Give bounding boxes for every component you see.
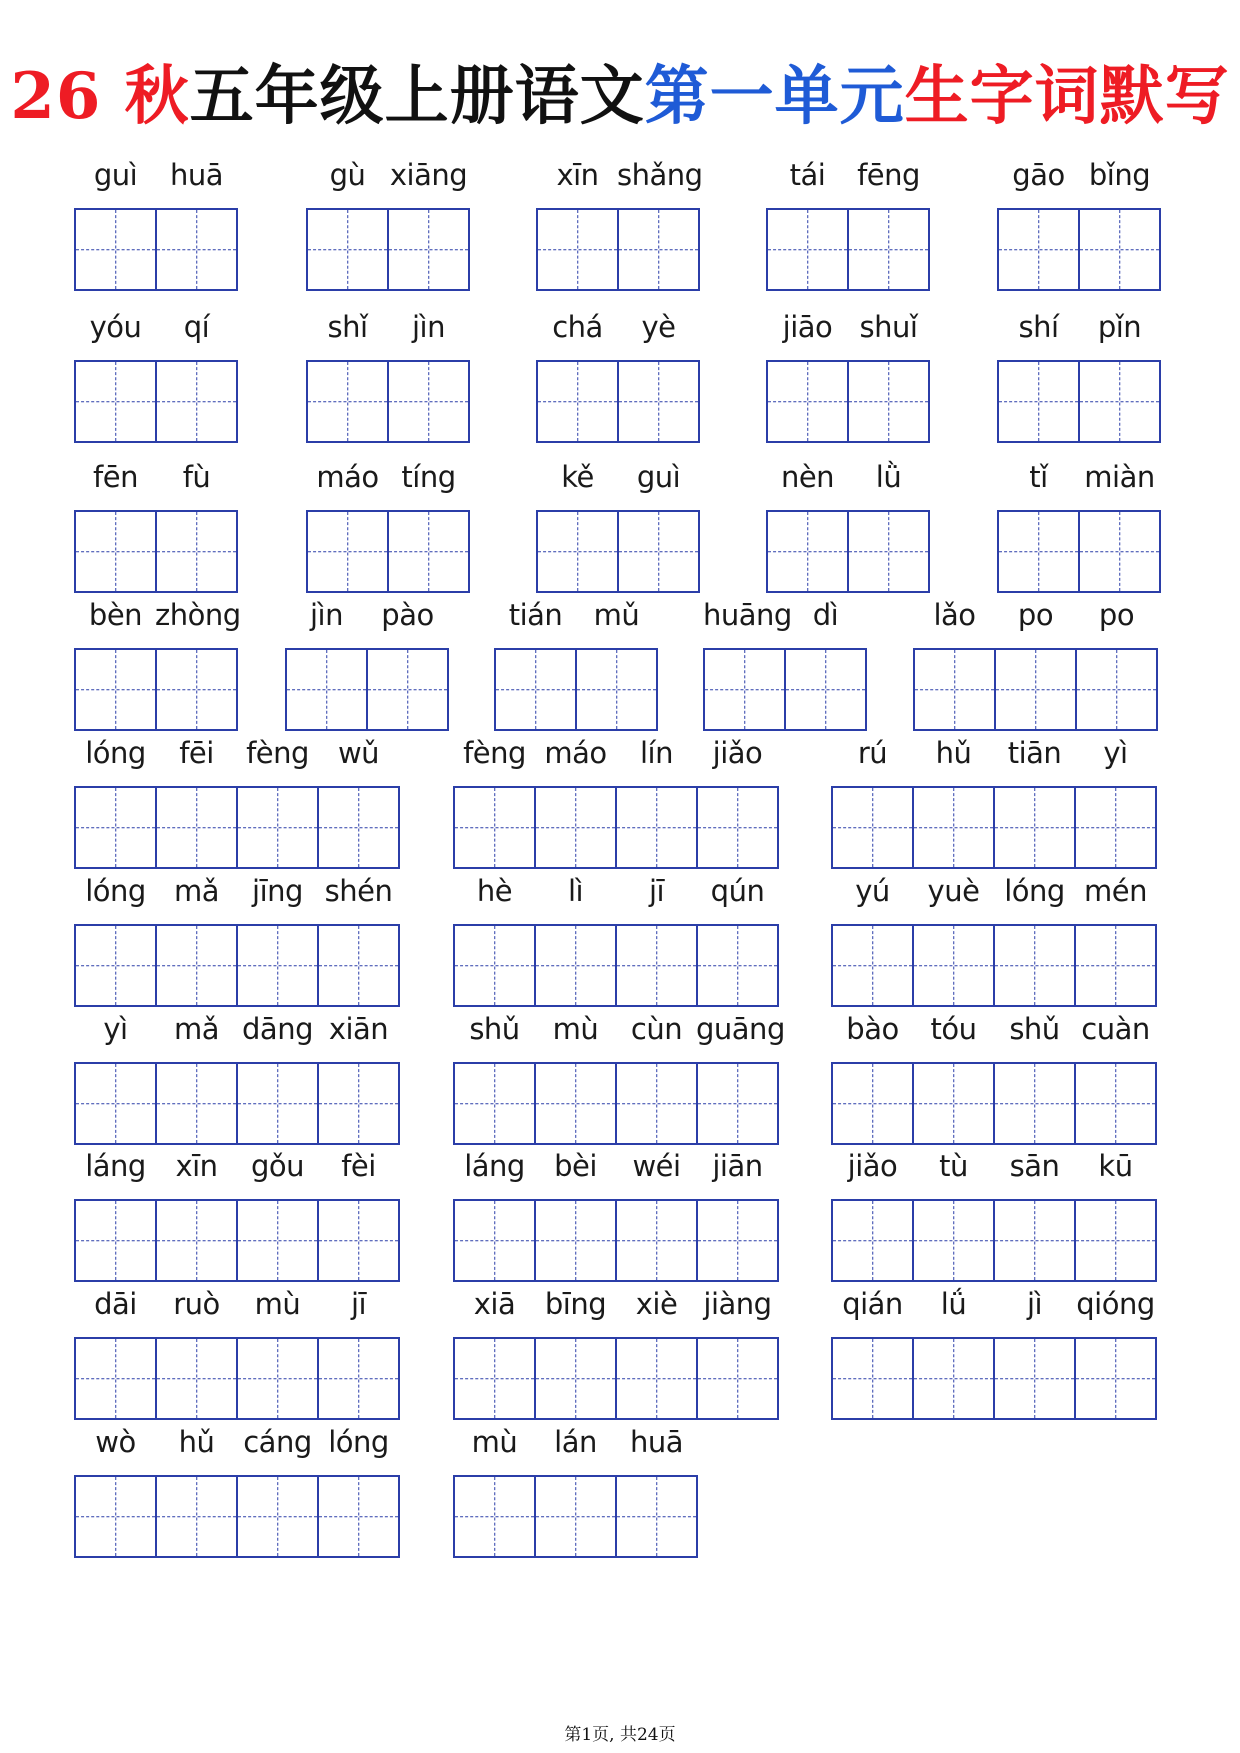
pinyin-row	[536, 304, 700, 350]
tianzige-cell[interactable]	[387, 510, 470, 593]
pinyin-syllable: yóu	[89, 310, 142, 344]
tianzige-cell[interactable]	[615, 1337, 698, 1420]
tianzige-cell[interactable]	[317, 1062, 400, 1145]
pinyin-syllable: cùn	[630, 1012, 683, 1046]
tianzige-cell[interactable]	[74, 1062, 157, 1145]
tianzige-cell[interactable]	[575, 648, 658, 731]
tianzige-cell[interactable]	[155, 510, 238, 593]
tianzige-cell[interactable]	[847, 510, 930, 593]
tianzige-cell[interactable]	[1074, 1062, 1157, 1145]
tianzige-cell[interactable]	[534, 924, 617, 1007]
tianzige-cell[interactable]	[696, 1062, 779, 1145]
pinyin-syllable: jìn	[310, 598, 343, 632]
pinyin-syllable: chá	[552, 310, 603, 344]
pinyin-syllable: shǔ	[1009, 1012, 1060, 1046]
pinyin-row	[453, 1419, 698, 1465]
pinyin-syllable: lán	[554, 1425, 597, 1459]
tianzige-cell[interactable]	[236, 1337, 319, 1420]
tianzige-cell[interactable]	[617, 510, 700, 593]
pinyin-syllable: guì	[636, 460, 681, 494]
pinyin-syllable: shí	[1018, 310, 1059, 344]
tianzige-cell[interactable]	[534, 1062, 617, 1145]
tianzige-cell[interactable]	[236, 1062, 319, 1145]
tianzige-cell[interactable]	[912, 786, 995, 869]
pinyin-row	[74, 1281, 400, 1327]
tianzige-cell[interactable]	[155, 924, 238, 1007]
pinyin-syllable: nèn	[780, 460, 835, 494]
pinyin-row	[766, 454, 930, 500]
tianzige-cell[interactable]	[615, 786, 698, 869]
pinyin-row	[453, 868, 779, 914]
pinyin-row	[997, 152, 1161, 198]
pinyin-syllable: jīng	[252, 874, 303, 908]
tianzige-cell[interactable]	[155, 360, 238, 443]
tianzige-cell[interactable]	[155, 1062, 238, 1145]
pinyin-row	[74, 730, 400, 776]
pinyin-syllable: láng	[464, 1149, 525, 1183]
tianzige-cell[interactable]	[155, 786, 238, 869]
pinyin-syllable: lǜ	[875, 460, 902, 494]
tianzige-cell[interactable]	[615, 1199, 698, 1282]
pinyin-row	[831, 868, 1157, 914]
pinyin-syllable: pǐn	[1097, 310, 1142, 344]
tianzige-cell[interactable]	[453, 1062, 536, 1145]
pinyin-row	[74, 1143, 400, 1189]
tianzige-cell[interactable]	[317, 1199, 400, 1282]
writing-boxes	[306, 360, 470, 443]
writing-boxes	[831, 1337, 1157, 1420]
pinyin-row	[74, 868, 400, 914]
pinyin-syllable: shén	[324, 874, 393, 908]
tianzige-cell[interactable]	[306, 208, 389, 291]
writing-boxes	[536, 208, 700, 291]
tianzige-cell[interactable]	[306, 360, 389, 443]
writing-boxes	[453, 1062, 779, 1145]
pinyin-syllable: mù	[552, 1012, 599, 1046]
writing-boxes	[74, 1062, 400, 1145]
tianzige-cell[interactable]	[74, 786, 157, 869]
pinyin-syllable: dāi	[94, 1287, 137, 1321]
pinyin-row	[997, 304, 1161, 350]
pinyin-syllable: hǔ	[935, 736, 972, 770]
pinyin-syllable: zhòng	[155, 598, 241, 632]
pinyin-syllable: lóng	[85, 874, 146, 908]
tianzige-cell[interactable]	[74, 1475, 157, 1558]
tianzige-cell[interactable]	[831, 1199, 914, 1282]
pinyin-syllable: bào	[846, 1012, 899, 1046]
writing-boxes	[74, 786, 400, 869]
pinyin-row	[306, 454, 470, 500]
writing-boxes	[453, 924, 779, 1007]
pinyin-row	[703, 592, 867, 638]
tianzige-cell[interactable]	[912, 924, 995, 1007]
tianzige-cell[interactable]	[1074, 1337, 1157, 1420]
tianzige-cell[interactable]	[536, 208, 619, 291]
pinyin-syllable: jiāo	[782, 310, 833, 344]
pinyin-syllable: lóng	[1004, 874, 1065, 908]
pinyin-syllable: shuǐ	[859, 310, 918, 344]
tianzige-cell[interactable]	[831, 1337, 914, 1420]
tianzige-cell[interactable]	[1074, 786, 1157, 869]
pinyin-syllable: dāng	[242, 1012, 313, 1046]
tianzige-cell[interactable]	[536, 510, 619, 593]
pinyin-syllable: jìn	[412, 310, 445, 344]
writing-boxes	[306, 208, 470, 291]
pinyin-syllable: lì	[567, 874, 584, 908]
writing-boxes	[703, 648, 867, 731]
tianzige-cell[interactable]	[74, 208, 157, 291]
pinyin-syllable: mù	[254, 1287, 301, 1321]
tianzige-cell[interactable]	[831, 786, 914, 869]
writing-boxes	[74, 510, 238, 593]
pinyin-syllable: kě	[561, 460, 594, 494]
tianzige-cell[interactable]	[615, 924, 698, 1007]
title-part: 26 秋	[10, 59, 190, 134]
pinyin-syllable: huāng	[703, 598, 792, 632]
pinyin-syllable: lóng	[85, 736, 146, 770]
pinyin-syllable: yè	[641, 310, 676, 344]
writing-boxes	[997, 360, 1161, 443]
tianzige-cell[interactable]	[306, 510, 389, 593]
pinyin-row	[536, 152, 703, 198]
pinyin-syllable: yì	[103, 1012, 128, 1046]
tianzige-cell[interactable]	[453, 924, 536, 1007]
pinyin-syllable: fù	[182, 460, 211, 494]
pinyin-syllable: máo	[316, 460, 379, 494]
writing-boxes	[453, 1475, 698, 1558]
tianzige-cell[interactable]	[387, 360, 470, 443]
tianzige-cell[interactable]	[1078, 208, 1161, 291]
pinyin-syllable: mǎ	[173, 874, 220, 908]
pinyin-syllable: xīn	[556, 158, 599, 192]
tianzige-cell[interactable]	[993, 1337, 1076, 1420]
writing-boxes	[831, 1062, 1157, 1145]
pinyin-row	[74, 592, 241, 638]
pinyin-syllable: fēn	[93, 460, 138, 494]
title-part: 五年级上册语文	[189, 59, 645, 134]
tianzige-cell[interactable]	[1074, 924, 1157, 1007]
pinyin-syllable: xiāng	[389, 158, 468, 192]
pinyin-syllable: tiān	[1007, 736, 1062, 770]
pinyin-row	[831, 1006, 1157, 1052]
tianzige-cell[interactable]	[993, 924, 1076, 1007]
pinyin-row	[536, 454, 700, 500]
pinyin-syllable: tǐ	[1029, 460, 1048, 494]
pinyin-syllable: lóng	[328, 1425, 389, 1459]
tianzige-cell[interactable]	[615, 1062, 698, 1145]
pinyin-row	[74, 1006, 400, 1052]
pinyin-syllable: jī	[648, 874, 665, 908]
pinyin-syllable: mǎ	[173, 1012, 220, 1046]
tianzige-cell[interactable]	[703, 648, 786, 731]
tianzige-cell[interactable]	[912, 1337, 995, 1420]
tianzige-cell[interactable]	[236, 1475, 319, 1558]
tianzige-cell[interactable]	[453, 1475, 536, 1558]
tianzige-cell[interactable]	[317, 786, 400, 869]
tianzige-cell[interactable]	[993, 786, 1076, 869]
writing-boxes	[766, 360, 930, 443]
tianzige-cell[interactable]	[994, 648, 1077, 731]
pinyin-syllable: tù	[939, 1149, 968, 1183]
pinyin-syllable: qí	[183, 310, 210, 344]
tianzige-cell[interactable]	[997, 360, 1080, 443]
tianzige-cell[interactable]	[847, 208, 930, 291]
pinyin-syllable: tíng	[401, 460, 456, 494]
writing-boxes	[453, 1199, 779, 1282]
pinyin-syllable: jiǎo	[712, 736, 763, 770]
tianzige-cell[interactable]	[696, 1337, 779, 1420]
writing-boxes	[913, 648, 1158, 731]
tianzige-cell[interactable]	[617, 360, 700, 443]
writing-boxes	[536, 360, 700, 443]
tianzige-cell[interactable]	[387, 208, 470, 291]
tianzige-cell[interactable]	[317, 1475, 400, 1558]
pinyin-syllable: jiān	[712, 1149, 763, 1183]
tianzige-cell[interactable]	[912, 1062, 995, 1145]
tianzige-cell[interactable]	[155, 1199, 238, 1282]
writing-boxes	[766, 208, 930, 291]
writing-boxes	[74, 1337, 400, 1420]
tianzige-cell[interactable]	[74, 1337, 157, 1420]
tianzige-cell[interactable]	[236, 786, 319, 869]
tianzige-cell[interactable]	[453, 786, 536, 869]
writing-boxes	[74, 648, 238, 731]
pinyin-syllable: jiàng	[703, 1287, 772, 1321]
pinyin-syllable: tái	[789, 158, 826, 192]
writing-boxes	[997, 510, 1161, 593]
tianzige-cell[interactable]	[997, 510, 1080, 593]
writing-boxes	[766, 510, 930, 593]
pinyin-syllable: qián	[842, 1287, 903, 1321]
tianzige-cell[interactable]	[453, 1337, 536, 1420]
tianzige-cell[interactable]	[285, 648, 368, 731]
pinyin-syllable: jì	[1026, 1287, 1043, 1321]
tianzige-cell[interactable]	[74, 510, 157, 593]
pinyin-syllable: yuè	[927, 874, 980, 908]
pinyin-syllable: xiā	[473, 1287, 516, 1321]
writing-boxes	[74, 924, 400, 1007]
pinyin-syllable: mù	[471, 1425, 518, 1459]
pinyin-syllable: bīng	[544, 1287, 607, 1321]
pinyin-syllable: huā	[169, 158, 224, 192]
pinyin-syllable: yì	[1103, 736, 1128, 770]
pinyin-syllable: pào	[381, 598, 434, 632]
tianzige-cell[interactable]	[453, 1199, 536, 1282]
tianzige-cell[interactable]	[534, 786, 617, 869]
pinyin-syllable: lǎo	[933, 598, 976, 632]
pinyin-row	[997, 454, 1161, 500]
tianzige-cell[interactable]	[74, 360, 157, 443]
tianzige-cell[interactable]	[1078, 360, 1161, 443]
pinyin-syllable: rú	[857, 736, 888, 770]
pinyin-syllable: wǔ	[337, 736, 380, 770]
tianzige-cell[interactable]	[155, 648, 238, 731]
tianzige-cell[interactable]	[534, 1475, 617, 1558]
tianzige-cell[interactable]	[696, 924, 779, 1007]
pinyin-syllable: cáng	[243, 1425, 312, 1459]
pinyin-syllable: gù	[329, 158, 366, 192]
tianzige-cell[interactable]	[74, 1199, 157, 1282]
pinyin-row	[831, 730, 1157, 776]
pinyin-syllable: hǔ	[178, 1425, 215, 1459]
pinyin-syllable: shǎng	[617, 158, 703, 192]
pinyin-syllable: miàn	[1084, 460, 1155, 494]
writing-boxes	[285, 648, 449, 731]
pinyin-syllable: xiān	[328, 1012, 389, 1046]
pinyin-syllable: bèn	[88, 598, 143, 632]
writing-boxes	[831, 924, 1157, 1007]
tianzige-cell[interactable]	[912, 1199, 995, 1282]
writing-boxes	[74, 1475, 400, 1558]
pinyin-syllable: xiè	[635, 1287, 678, 1321]
pinyin-syllable: guāng	[696, 1012, 785, 1046]
tianzige-cell[interactable]	[913, 648, 996, 731]
tianzige-cell[interactable]	[615, 1475, 698, 1558]
tianzige-cell[interactable]	[317, 1337, 400, 1420]
pinyin-syllable: kū	[1098, 1149, 1133, 1183]
tianzige-cell[interactable]	[155, 208, 238, 291]
pinyin-syllable: shǔ	[469, 1012, 520, 1046]
pinyin-syllable: fēng	[857, 158, 920, 192]
writing-boxes	[831, 1199, 1157, 1282]
pinyin-row	[74, 304, 238, 350]
pinyin-syllable: ruò	[173, 1287, 220, 1321]
tianzige-cell[interactable]	[534, 1199, 617, 1282]
writing-boxes	[74, 208, 238, 291]
pinyin-syllable: láng	[85, 1149, 146, 1183]
pinyin-row	[831, 1281, 1157, 1327]
tianzige-cell[interactable]	[766, 510, 849, 593]
writing-boxes	[997, 208, 1161, 291]
pinyin-row	[766, 152, 930, 198]
pinyin-row	[306, 152, 470, 198]
pinyin-row	[74, 152, 238, 198]
pinyin-row	[74, 1419, 400, 1465]
pinyin-row	[453, 1006, 785, 1052]
tianzige-cell[interactable]	[784, 648, 867, 731]
writing-boxes	[536, 510, 700, 593]
title-part: 第一单元	[644, 59, 905, 134]
tianzige-cell[interactable]	[993, 1062, 1076, 1145]
tianzige-cell[interactable]	[317, 924, 400, 1007]
pinyin-syllable: mǔ	[593, 598, 640, 632]
pinyin-syllable: qióng	[1076, 1287, 1155, 1321]
pinyin-row	[831, 1143, 1157, 1189]
pinyin-syllable: yú	[855, 874, 890, 908]
pinyin-syllable: bǐng	[1088, 158, 1151, 192]
pinyin-syllable: fèng	[246, 736, 309, 770]
tianzige-cell[interactable]	[766, 208, 849, 291]
writing-boxes	[74, 360, 238, 443]
pinyin-syllable: wéi	[632, 1149, 681, 1183]
writing-boxes	[306, 510, 470, 593]
pinyin-syllable: lín	[640, 736, 673, 770]
pinyin-syllable: bèi	[554, 1149, 597, 1183]
pinyin-syllable: wò	[95, 1425, 136, 1459]
pinyin-syllable: fēi	[179, 736, 214, 770]
pinyin-syllable: qún	[710, 874, 765, 908]
tianzige-cell[interactable]	[1075, 648, 1158, 731]
tianzige-cell[interactable]	[831, 924, 914, 1007]
tianzige-cell[interactable]	[847, 360, 930, 443]
pinyin-syllable: huā	[629, 1425, 684, 1459]
tianzige-cell[interactable]	[366, 648, 449, 731]
pinyin-syllable: lǘ	[940, 1287, 967, 1321]
writing-boxes	[453, 786, 779, 869]
pinyin-syllable: máo	[544, 736, 607, 770]
worksheet-title	[0, 52, 1240, 142]
tianzige-cell[interactable]	[236, 924, 319, 1007]
tianzige-cell[interactable]	[74, 924, 157, 1007]
tianzige-cell[interactable]	[155, 1337, 238, 1420]
pinyin-row	[306, 304, 470, 350]
pinyin-row	[453, 1143, 779, 1189]
tianzige-cell[interactable]	[617, 208, 700, 291]
tianzige-cell[interactable]	[236, 1199, 319, 1282]
writing-boxes	[453, 1337, 779, 1420]
pinyin-syllable: po	[1017, 598, 1054, 632]
tianzige-cell[interactable]	[696, 1199, 779, 1282]
tianzige-cell[interactable]	[74, 648, 157, 731]
pinyin-syllable: guì	[93, 158, 138, 192]
page-footer: 第1页, 共24页	[564, 1725, 676, 1745]
pinyin-row	[285, 592, 449, 638]
pinyin-syllable: tián	[508, 598, 563, 632]
tianzige-cell[interactable]	[696, 786, 779, 869]
pinyin-syllable: po	[1098, 598, 1135, 632]
pinyin-syllable: gāo	[1012, 158, 1065, 192]
pinyin-row	[494, 592, 658, 638]
pinyin-syllable: jiǎo	[847, 1149, 898, 1183]
pinyin-row	[766, 304, 930, 350]
pinyin-syllable: shǐ	[327, 310, 368, 344]
pinyin-row	[453, 1281, 779, 1327]
tianzige-cell[interactable]	[155, 1475, 238, 1558]
pinyin-syllable: fèng	[463, 736, 526, 770]
tianzige-cell[interactable]	[997, 208, 1080, 291]
tianzige-cell[interactable]	[534, 1337, 617, 1420]
tianzige-cell[interactable]	[1078, 510, 1161, 593]
pinyin-row	[453, 730, 779, 776]
pinyin-row	[74, 454, 238, 500]
pinyin-syllable: dì	[812, 598, 839, 632]
pinyin-syllable: jī	[350, 1287, 367, 1321]
pinyin-row	[913, 592, 1158, 638]
pinyin-syllable: hè	[476, 874, 513, 908]
pinyin-syllable: sān	[1009, 1149, 1060, 1183]
writing-boxes	[831, 786, 1157, 869]
tianzige-cell[interactable]	[831, 1062, 914, 1145]
pinyin-syllable: gǒu	[250, 1149, 305, 1183]
pinyin-syllable: cuàn	[1081, 1012, 1150, 1046]
tianzige-cell[interactable]	[536, 360, 619, 443]
pinyin-syllable: xīn	[175, 1149, 218, 1183]
tianzige-cell[interactable]	[494, 648, 577, 731]
title-part: 生字词默写	[904, 59, 1230, 134]
tianzige-cell[interactable]	[766, 360, 849, 443]
pinyin-syllable: fèi	[341, 1149, 376, 1183]
tianzige-cell[interactable]	[993, 1199, 1076, 1282]
pinyin-syllable: tóu	[930, 1012, 977, 1046]
tianzige-cell[interactable]	[1074, 1199, 1157, 1282]
pinyin-syllable: mén	[1084, 874, 1147, 908]
writing-boxes	[494, 648, 658, 731]
writing-boxes	[74, 1199, 400, 1282]
